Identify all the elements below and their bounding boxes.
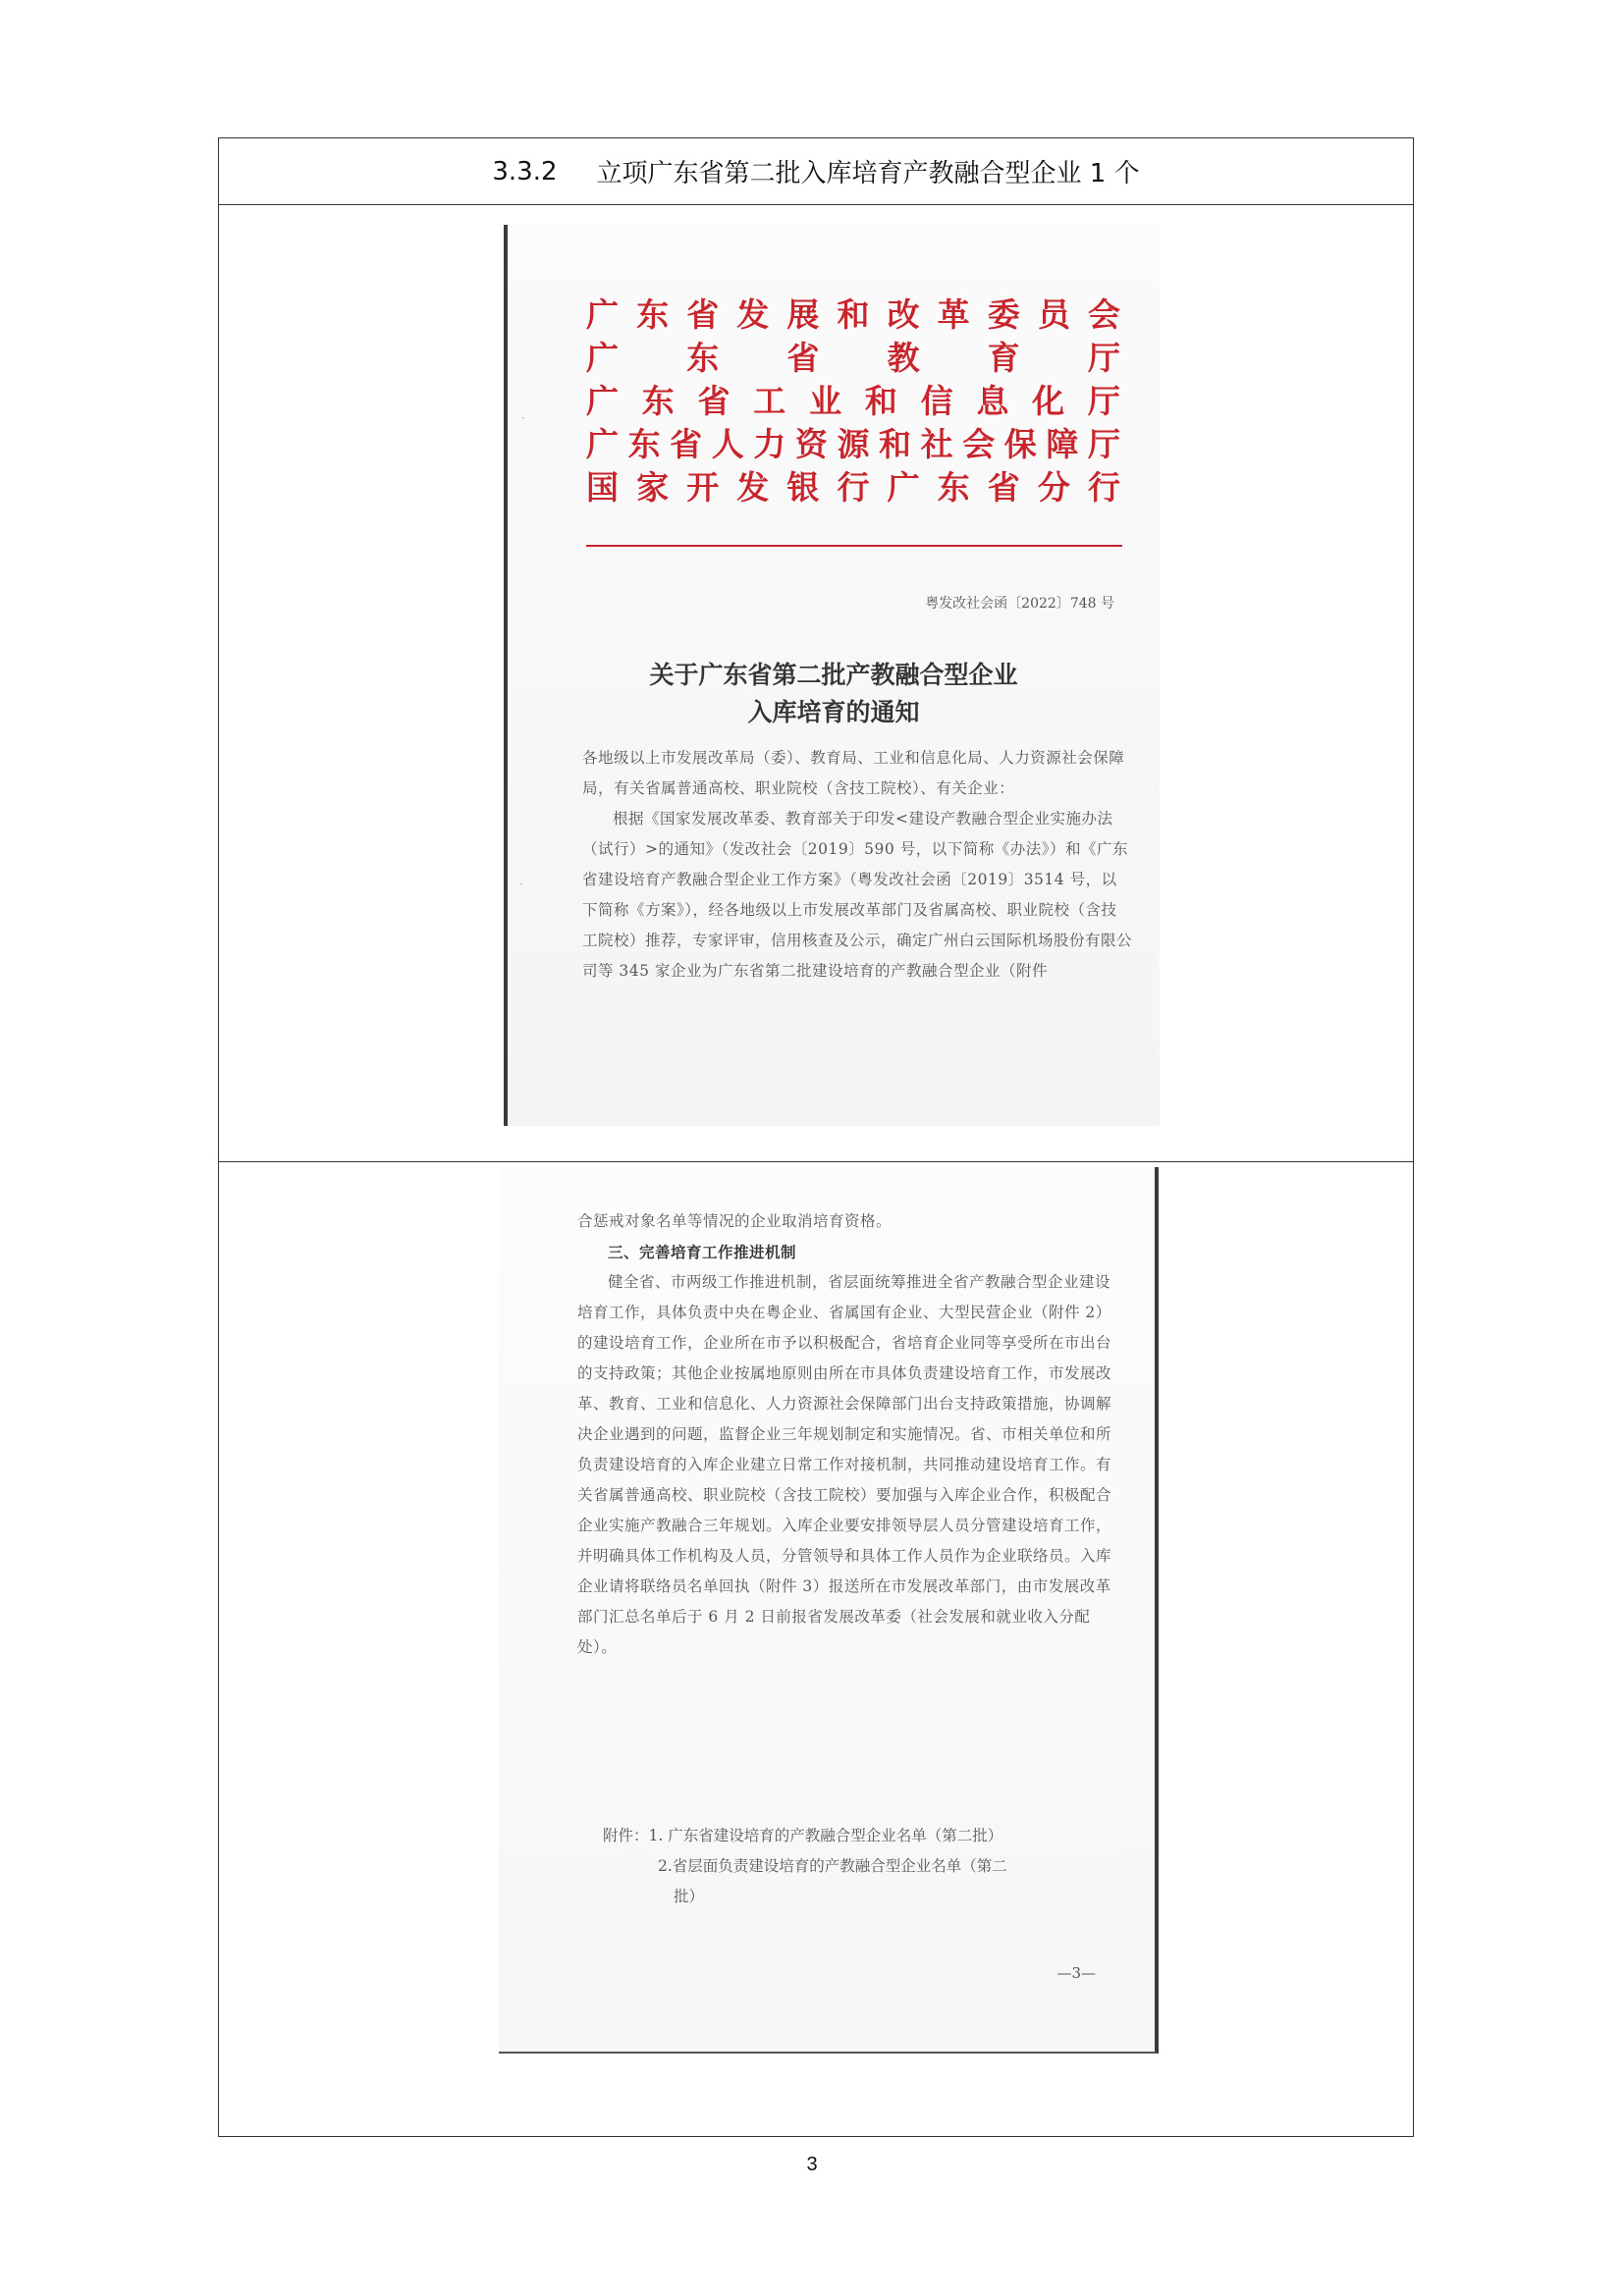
issuer-line	[586, 294, 1122, 337]
issuer-character: 会	[962, 425, 998, 463]
issuer-character: 广	[586, 339, 621, 377]
issuer-character: 改	[887, 295, 922, 334]
issuer-character: 委	[987, 295, 1022, 334]
issuer-character: 广	[586, 425, 621, 463]
issuer-character: 业	[809, 382, 844, 420]
issuer-character: 教	[887, 339, 922, 377]
issuer-character: 省	[697, 382, 732, 420]
issuer-character: 省	[686, 295, 722, 334]
scan-page-mark: —3—	[1056, 1964, 1096, 1982]
issuer-character: 社	[920, 425, 955, 463]
continued-line: 合惩戒对象名单等情况的企业取消培育资格。	[577, 1212, 893, 1230]
issuer-character: 广	[586, 295, 621, 334]
issuer-character: 育	[987, 339, 1022, 377]
issuer-line	[586, 423, 1122, 466]
issuer-character: 东	[937, 468, 972, 507]
section-number: 3.3.2	[492, 156, 558, 187]
issuer-character: 东	[686, 339, 722, 377]
issuer-character: 革	[937, 295, 972, 334]
issuer-character: 东	[627, 425, 663, 463]
scan-margin-mark: ·	[519, 878, 523, 891]
attachment-item: 2.省层面负责建设培育的产教融合型企业名单（第二	[658, 1857, 1007, 1875]
issuer-character: 广	[586, 382, 621, 420]
issuer-character: 障	[1046, 425, 1081, 463]
issuer-character: 行	[837, 468, 872, 507]
scan-margin-mark: ·	[521, 411, 525, 425]
body-paragraph: 根据《国家发展改革委、教育部关于印发<建设产教融合型企业实施办法（试行）>的通知》（发改社会〔2019〕590 号，以下简称《办法》）和《广东省建设培育产教融合型企业工作方案》（粤发改社会函〔2019〕3514 号，以下简称《方案》），经各地级以上市发展改革部门及省属高校、职业院校（含技工院校）推荐，专家评审，信用核查及公示，确定广州白云国际机场股份有限公司等 345 家企业为广东省第二批建设培育的产教融合型企业（附件	[582, 810, 1133, 980]
issuer-line	[586, 337, 1122, 380]
issuer-line	[586, 380, 1122, 423]
scanned-notice-page-1	[504, 225, 1160, 1126]
issuer-character: 家	[636, 468, 672, 507]
scanned-notice-page-3	[499, 1167, 1159, 2054]
issuer-character: 化	[1032, 382, 1067, 420]
issuer-character: 保	[1003, 425, 1039, 463]
attachments-list	[603, 1821, 1113, 1912]
issuer-character: 东	[641, 382, 677, 420]
issuer-character: 国	[586, 468, 621, 507]
issuer-character: 银	[786, 468, 822, 507]
issuer-character: 厅	[1087, 425, 1122, 463]
notice-title-line-2: 入库培育的通知	[747, 698, 920, 726]
issuer-character: 厅	[1087, 382, 1122, 420]
issuer-character: 力	[753, 425, 788, 463]
row-divider	[219, 1161, 1413, 1162]
attachment-item-continued: 批）	[674, 1888, 705, 1905]
issuer-character: 和	[864, 382, 899, 420]
issuer-character: 省	[670, 425, 705, 463]
document-number: 粤发改社会函〔2022〕748 号	[925, 596, 1114, 612]
issuer-block	[586, 294, 1122, 509]
addressee-text: 各地级以上市发展改革局（委）、教育局、工业和信息化局、人力资源社会保障局，有关省属普通高校、职业院校（含技工院校）、有关企业：	[582, 749, 1125, 797]
issuer-character: 息	[976, 382, 1011, 420]
section-title: 立项广东省第二批入库培育产教融合型企业 1 个	[596, 159, 1140, 188]
issuer-character: 发	[736, 468, 772, 507]
issuer-character: 广	[887, 468, 922, 507]
body-paragraph: 健全省、市两级工作推进机制，省层面统筹推进全省产教融合型企业建设培育工作，具体负责中央在粤企业、省属国有企业、大型民营企业（附件 2）的建设培育工作，企业所在市予以积极配合，省培育企业同等享受所在市出台的支持政策；其他企业按属地原则由所在市具体负责建设培育工作，市发展改革、教育、工业和信息化、人力资源社会保障部门出台支持政策措施，协调解决企业遇到的问题，监督企业三年规划制定和实施情况。省、市相关单位和所负责建设培育的入库企业建立日常工作对接机制，共同推动建设培育工作。有关省属普通高校、职业院校（含技工院校）要加强与入库企业合作，积极配合企业实施产教融合三年规划。入库企业要安排领导层人员分管建设培育工作，并明确具体工作机构及人员，分管领导和具体工作人员作为企业联络员。入库企业请将联络员名单回执（附件 3）报送所在市发展改革部门，由市发展改革部门汇总名单后于 6 月 2 日前报省发展改革委（社会发展和就业收入分配处）。	[577, 1273, 1112, 1656]
issuer-character: 东	[636, 295, 672, 334]
issuer-character: 展	[786, 295, 822, 334]
section-heading-three: 三、完善培育工作推进机制	[608, 1243, 797, 1261]
section-header	[219, 138, 1413, 205]
notice-body-continued	[577, 1206, 1122, 1663]
red-header-rule	[586, 545, 1122, 547]
issuer-character: 分	[1037, 468, 1072, 507]
issuer-character: 行	[1087, 468, 1122, 507]
issuer-character: 工	[753, 382, 788, 420]
issuer-character: 和	[879, 425, 914, 463]
page-number: 3	[806, 2154, 818, 2175]
document-table	[218, 137, 1414, 2137]
attachment-item: 附件：1. 广东省建设培育的产教融合型企业名单（第二批）	[603, 1827, 1003, 1844]
issuer-character: 和	[837, 295, 872, 334]
issuer-character: 省	[987, 468, 1022, 507]
issuer-character: 源	[837, 425, 872, 463]
issuer-character: 资	[794, 425, 830, 463]
issuer-character: 开	[686, 468, 722, 507]
issuer-character: 人	[711, 425, 746, 463]
issuer-character: 信	[920, 382, 955, 420]
issuer-character: 会	[1087, 295, 1122, 334]
notice-body	[582, 743, 1132, 987]
issuer-character: 发	[736, 295, 772, 334]
issuer-line	[586, 466, 1122, 509]
notice-title	[508, 657, 1160, 731]
issuer-character: 省	[786, 339, 822, 377]
issuer-character: 厅	[1087, 339, 1122, 377]
issuer-character: 员	[1037, 295, 1072, 334]
notice-title-line-1: 关于广东省第二批产教融合型企业	[649, 661, 1018, 689]
